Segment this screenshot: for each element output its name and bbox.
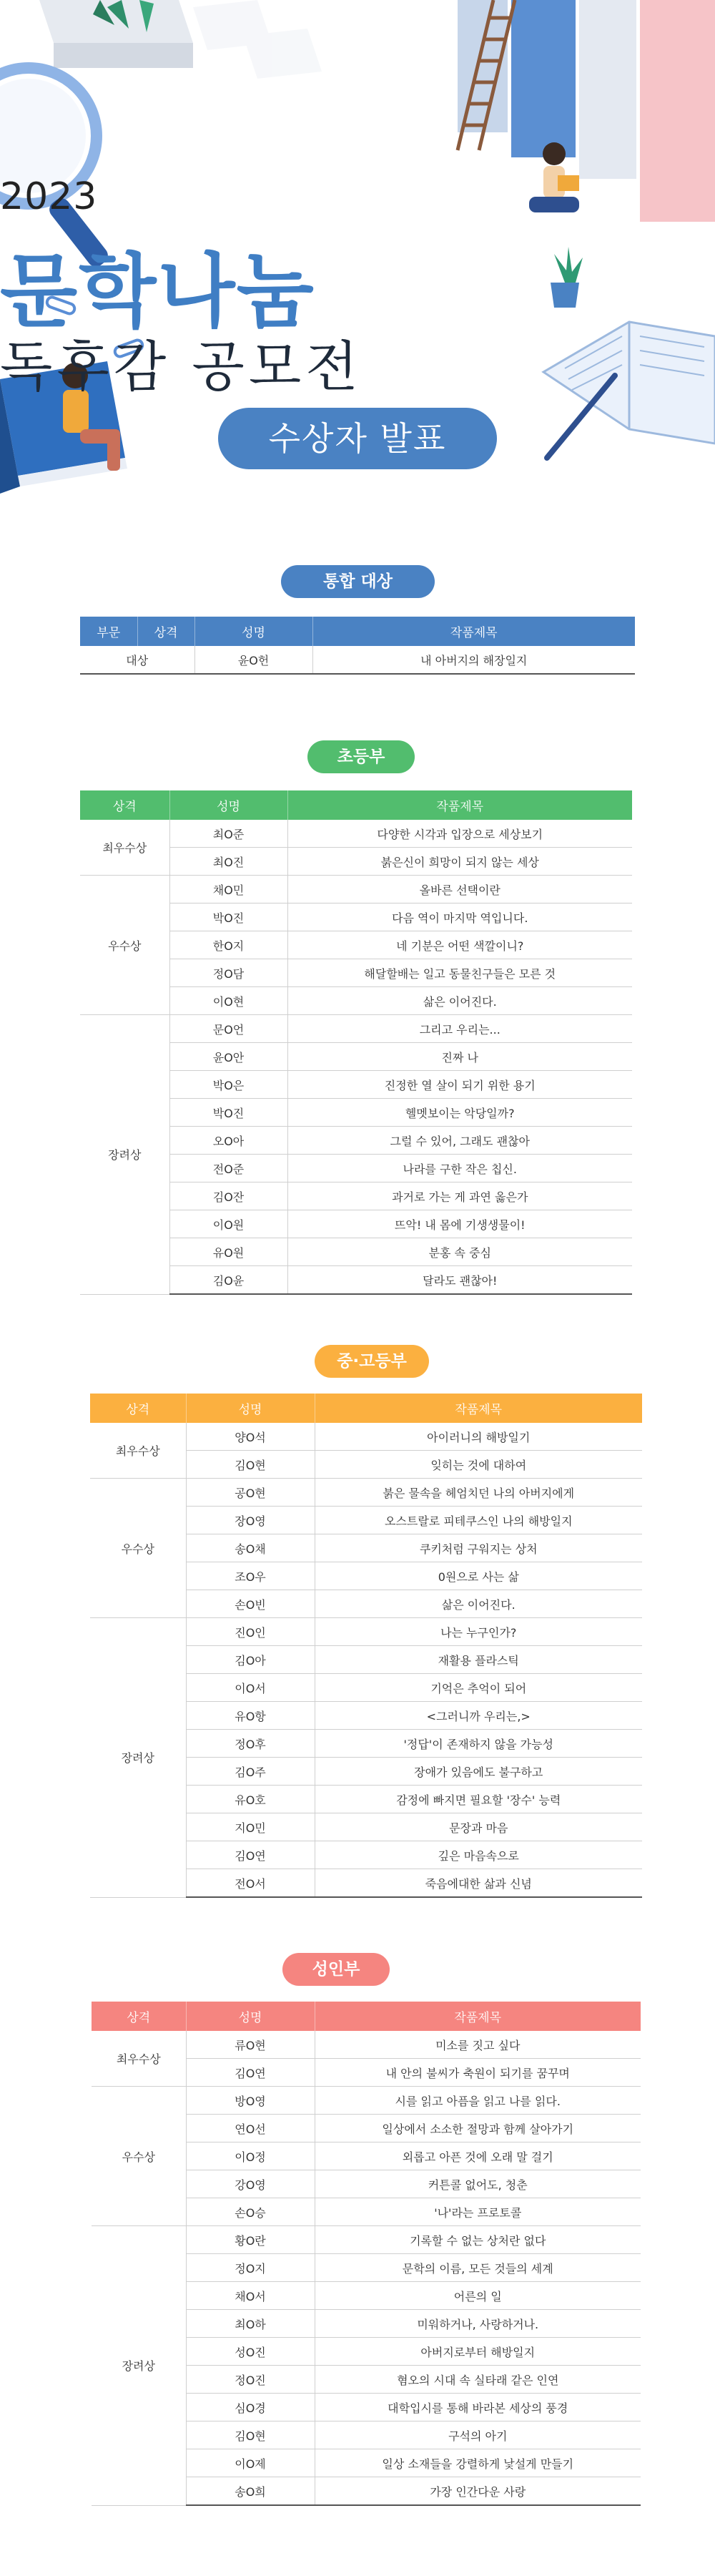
work-title-cell: 헬멧보이는 악당일까? <box>287 1099 632 1127</box>
name-cell: 심O경 <box>186 2394 315 2421</box>
name-cell: 한O지 <box>169 931 287 959</box>
name-cell: 정O지 <box>186 2254 315 2282</box>
award-cell: 우수상 <box>92 2087 186 2226</box>
work-title-cell: 그럴 수 있어, 그래도 괜찮아 <box>287 1127 632 1155</box>
name-cell: 문O언 <box>169 1015 287 1043</box>
middle-high-section <box>0 1345 715 1917</box>
name-cell: 이O현 <box>169 987 287 1015</box>
work-title-cell: 과거로 가는 게 과연 옳은가 <box>287 1182 632 1210</box>
award-cell: 최우수상 <box>90 1423 186 1479</box>
work-title-cell: 재활용 플라스틱 <box>315 1646 642 1674</box>
col-header: 상격 <box>80 790 169 820</box>
award-cell: 장려상 <box>80 1015 169 1295</box>
col-header: 성명 <box>194 617 312 646</box>
name-cell: 김O주 <box>186 1758 315 1786</box>
award-cell: 최우수상 <box>80 820 169 876</box>
work-title-cell: 올바른 선택이란 <box>287 876 632 903</box>
elementary-label: 초등부 <box>307 740 415 773</box>
name-cell: 김O윤 <box>169 1266 287 1295</box>
work-title-cell: 구석의 아기 <box>315 2421 641 2449</box>
work-title-cell: 잊히는 것에 대하여 <box>315 1451 642 1479</box>
work-title-cell: 분홍 속 중심 <box>287 1238 632 1266</box>
table-row <box>92 2031 641 2059</box>
work-title-cell: 미워하거나, 사랑하거나. <box>315 2310 641 2338</box>
work-title-cell: 나는 누구인가? <box>315 1618 642 1646</box>
name-cell: 최O진 <box>169 848 287 876</box>
work-title-cell: 가장 인간다운 사랑 <box>315 2477 641 2506</box>
table-row <box>92 2087 641 2115</box>
name-cell: 정O진 <box>186 2366 315 2394</box>
work-title-cell: 삶은 이어진다. <box>315 1590 642 1618</box>
name-cell: 윤O안 <box>169 1043 287 1071</box>
table-row <box>80 1015 632 1043</box>
work-title-cell: 붉은 물속을 헤엄치던 나의 아버지에게 <box>315 1479 642 1507</box>
planter-illustration <box>39 0 193 68</box>
name-cell: 성O진 <box>186 2338 315 2366</box>
name-cell: 유O호 <box>186 1786 315 1813</box>
name-cell: 김O현 <box>186 1451 315 1479</box>
name-cell: 박O은 <box>169 1071 287 1099</box>
work-title-cell: 대학입시를 통해 바라본 세상의 풍경 <box>315 2394 641 2421</box>
col-header: 성명 <box>186 1394 315 1423</box>
award-cell: 장려상 <box>90 1618 186 1898</box>
table-row <box>90 1618 642 1646</box>
table-row <box>80 646 635 674</box>
name-cell: 유O항 <box>186 1702 315 1730</box>
work-title-cell: 아이러니의 해방일기 <box>315 1423 642 1451</box>
name-cell: 진O인 <box>186 1618 315 1646</box>
work-title-cell: 일상 소재들을 강렬하게 낯설게 만들기 <box>315 2449 641 2477</box>
col-header: 상격 <box>92 2002 186 2031</box>
name-cell: 채O민 <box>169 876 287 903</box>
col-header: 성명 <box>186 2002 315 2031</box>
work-title-cell: 0원으로 사는 삶 <box>315 1562 642 1590</box>
name-cell: 방O영 <box>186 2087 315 2115</box>
work-title-cell: 삶은 이어진다. <box>287 987 632 1015</box>
work-title-cell: 깊은 마음속으로 <box>315 1841 642 1869</box>
col-header: 작품제목 <box>315 1394 642 1423</box>
name-cell: 박O진 <box>169 1099 287 1127</box>
adult-section <box>0 1953 715 2561</box>
paper-sheets <box>193 0 322 79</box>
hero-title: 문학나눔 <box>0 245 315 338</box>
work-title-cell: '나'라는 프로토콜 <box>315 2198 641 2226</box>
name-cell: 유O원 <box>169 1238 287 1266</box>
work-title-cell: 죽음에대한 삶과 신념 <box>315 1869 642 1898</box>
grand-prize-label: 통합 대상 <box>281 565 435 598</box>
work-title-cell: 미소를 짓고 싶다 <box>315 2031 641 2059</box>
work-title-cell: 진정한 열 살이 되기 위한 용기 <box>287 1071 632 1099</box>
table-row <box>80 820 632 848</box>
name-cell: 양O석 <box>186 1423 315 1451</box>
name-cell: 손O승 <box>186 2198 315 2226</box>
work-title-cell: 커튼콜 없어도, 청춘 <box>315 2170 641 2198</box>
name-cell: 김O연 <box>186 2059 315 2087</box>
name-cell: 전O서 <box>186 1869 315 1898</box>
work-title-cell: 네 기분은 어떤 색깔이니? <box>287 931 632 959</box>
name-cell: 김O현 <box>186 2421 315 2449</box>
name-cell: 최O하 <box>186 2310 315 2338</box>
award-cell: 우수상 <box>90 1479 186 1618</box>
grand-prize-section <box>0 565 715 680</box>
work-title-cell: 기억은 추억이 되어 <box>315 1674 642 1702</box>
name-cell: 이O원 <box>169 1210 287 1238</box>
name-cell: 정O후 <box>186 1730 315 1758</box>
name-cell: 정O담 <box>169 959 287 987</box>
col-header: 작품제목 <box>315 2002 641 2031</box>
work-title-cell: 다양한 시각과 입장으로 세상보기 <box>287 820 632 848</box>
name-cell: 전O준 <box>169 1155 287 1182</box>
name-cell: 이O정 <box>186 2142 315 2170</box>
work-title-cell: 나라를 구한 작은 칩신. <box>287 1155 632 1182</box>
table-row <box>92 2226 641 2254</box>
work-title-cell: 아버지로부터 해방일지 <box>315 2338 641 2366</box>
name-cell: 장O영 <box>186 1507 315 1534</box>
name-cell: 황O란 <box>186 2226 315 2254</box>
adult-label: 성인부 <box>282 1953 390 1986</box>
table-row <box>80 876 632 903</box>
name-cell: 공O현 <box>186 1479 315 1507</box>
name-cell: 최O준 <box>169 820 287 848</box>
name-cell: 연O선 <box>186 2115 315 2142</box>
elementary-table <box>80 790 632 1295</box>
award-cell: 최우수상 <box>92 2031 186 2087</box>
col-header: 작품제목 <box>312 617 635 646</box>
work-title-cell: 기록할 수 없는 상처란 없다 <box>315 2226 641 2254</box>
work-title-cell: 문장과 마음 <box>315 1813 642 1841</box>
hero-year: 2023 <box>0 175 98 218</box>
work-title-cell: 일상에서 소소한 절망과 함께 살아가기 <box>315 2115 641 2142</box>
col-header: 상격 <box>90 1394 186 1423</box>
work-title-cell: 내 안의 불씨가 축원이 되기를 꿈꾸며 <box>315 2059 641 2087</box>
name-cell: 오O아 <box>169 1127 287 1155</box>
award-cell: 장려상 <box>92 2226 186 2506</box>
work-title-cell: 오스트랄로 피테쿠스인 나의 해방일지 <box>315 1507 642 1534</box>
hero-banner <box>0 0 715 501</box>
name-cell: 이O제 <box>186 2449 315 2477</box>
adult-table <box>92 2002 641 2506</box>
col-header: 상격 <box>137 617 194 646</box>
work-title-cell: 혐오의 시대 속 실타래 같은 인연 <box>315 2366 641 2394</box>
col-header: 성명 <box>169 790 287 820</box>
work-title-cell: 해달할배는 일고 동물친구들은 모른 것 <box>287 959 632 987</box>
middle-high-label: 중·고등부 <box>315 1345 429 1378</box>
name-cell: 손O빈 <box>186 1590 315 1618</box>
hero-subtitle: 독후감 공모전 <box>0 335 363 398</box>
col-header: 부문 <box>80 617 137 646</box>
name-cell: 윤O헌 <box>194 646 312 674</box>
work-title-cell: 그리고 우리는... <box>287 1015 632 1043</box>
table-row <box>90 1479 642 1507</box>
work-title-cell: 시를 읽고 아픔을 읽고 나를 읽다. <box>315 2087 641 2115</box>
work-title-cell: '정답'이 존재하지 않을 가능성 <box>315 1730 642 1758</box>
grand-prize-table <box>80 617 635 675</box>
work-title-cell: 내 아버지의 해장일지 <box>312 646 635 674</box>
name-cell: 류O현 <box>186 2031 315 2059</box>
name-cell: 송O희 <box>186 2477 315 2506</box>
name-cell: 김O연 <box>186 1841 315 1869</box>
work-title-cell: 쿠키처럼 구워지는 상처 <box>315 1534 642 1562</box>
elementary-section <box>0 740 715 1298</box>
name-cell: 강O영 <box>186 2170 315 2198</box>
work-title-cell: 외롭고 아픈 것에 오래 말 걸기 <box>315 2142 641 2170</box>
name-cell: 김O아 <box>186 1646 315 1674</box>
name-cell: 채O서 <box>186 2282 315 2310</box>
col-header: 작품제목 <box>287 790 632 820</box>
name-cell: 박O진 <box>169 903 287 931</box>
work-title-cell: 진짜 나 <box>287 1043 632 1071</box>
award-cell: 대상 <box>80 646 194 674</box>
work-title-cell: 장애가 있음에도 불구하고 <box>315 1758 642 1786</box>
work-title-cell: 다음 역이 마지막 역입니다. <box>287 903 632 931</box>
work-title-cell: 붉은신이 희망이 되지 않는 세상 <box>287 848 632 876</box>
work-title-cell: 달라도 괜찮아! <box>287 1266 632 1295</box>
work-title-cell: <그러니까 우리는,> <box>315 1702 642 1730</box>
name-cell: 조O우 <box>186 1562 315 1590</box>
winners-announcement-badge: 수상자 발표 <box>218 408 497 469</box>
work-title-cell: 뜨악! 내 몸에 기생생물이! <box>287 1210 632 1238</box>
name-cell: 지O민 <box>186 1813 315 1841</box>
name-cell: 이O서 <box>186 1674 315 1702</box>
name-cell: 송O채 <box>186 1534 315 1562</box>
work-title-cell: 감정에 빠지면 필요할 '장수' 능력 <box>315 1786 642 1813</box>
work-title-cell: 문학의 이름, 모든 것들의 세계 <box>315 2254 641 2282</box>
award-cell: 우수상 <box>80 876 169 1015</box>
middle-high-table <box>90 1394 642 1898</box>
work-title-cell: 어른의 일 <box>315 2282 641 2310</box>
table-row <box>90 1423 642 1451</box>
name-cell: 김O잔 <box>169 1182 287 1210</box>
